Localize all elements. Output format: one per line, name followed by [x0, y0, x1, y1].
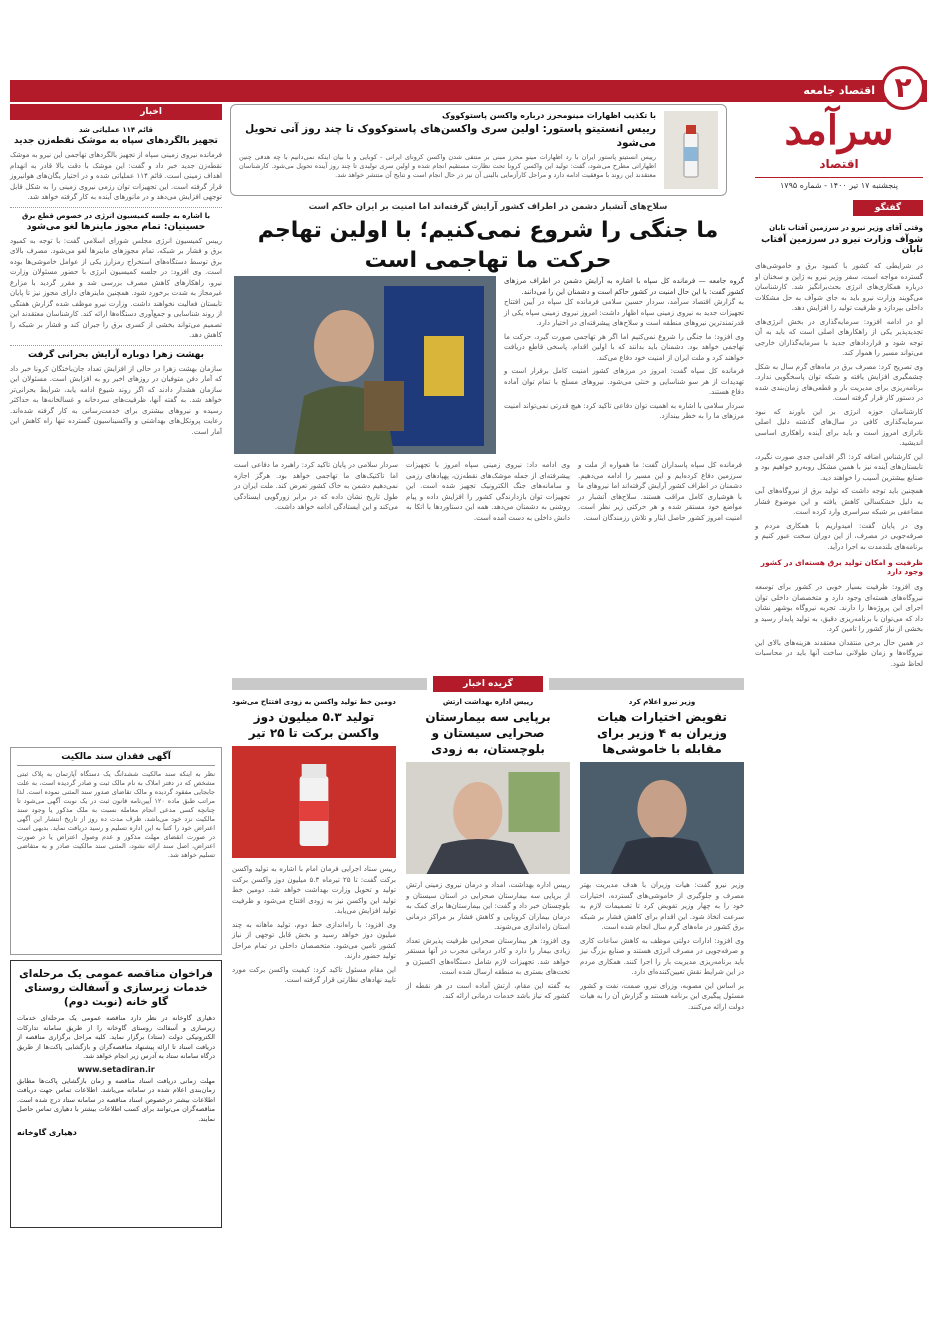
- notice-text: نظر به اینکه سند مالکیت ششدانگ یک دستگاه آپارتمان به پلاک ثبتی مشخص که در دفتر املاک به نام مالک ثبت و صادر گردیده است، به علت جابجایی مفقود گردیده و مالک تقاضای صدور سند المثنی نموده است. لذا مراتب طبق ماده ۱۲۰ آیین‌نامه قانون ثبت در یک نوبت آگهی می‌شود تا چنانچه کسی مدعی انجام معامله نسبت به ملک مذکور یا وجود سند مالکیت نزد خود می‌باشد، ظرف مدت ده روز از تاریخ انتشار این آگهی اعتراض خود را کتباً به این اداره تسلیم و رسید دریافت نماید. بدیهی است در صورت انقضای مهلت مذکور و عدم وصول اعتراض یا در صورت اعتراض، اصل سند ارائه نشود، المثنی سند مالکیت صادر و به متقاضی تسلیم خواهد شد.: [17, 770, 215, 859]
- interview-headline: شوآف وزارت نیرو در سرزمین آفتاب تابان: [761, 235, 923, 255]
- sidebar-story2-text: رییس کمیسیون انرژی مجلس شورای اسلامی گفت: با توجه به کمبود برق و فشار بر شبکه، تمام مجوزهای ماینرها لغو می‌شود. مصرف بالای برق توسط دستگاه‌های استخراج رمزارز یکی از عوامل خاموشی‌ها بوده است. وی افزود: در جلسه کمیسیون انرژی با حضور مسئولان وزارت نیرو، راهکارهای کاهش مصرف بررسی شد و مقرر گردید با مزارع غیرمجاز به شدت برخورد شود. همچنین ماینرهای دارای مجوز نیز تا پایان تابستان فعالیت نخواهند داشت. وزارت نیرو موظف شده گزارش هفتگی از روند شناسایی و جمع‌آوری دستگاه‌ها ارائه کند. کارشناسان معتقدند این تصمیم می‌تواند بخشی از کسری برق را جبران کند و فشار بر شبکه را کاهش دهد.: [10, 236, 222, 339]
- lead-text: به گزارش اقتصاد سرآمد، سردار حسین سلامی فرمانده کل سپاه در آیین افتتاح تجهیزات جدید به نیروی زمینی سپاه اظهار داشت: امروز نیروی زمینی سپاه یکی از قدرتمندترین نیروهای منطقه است و سلاح‌های پیشرفته‌ای در اختیار دارد. وی افزود: ما جنگی را شروع نمی‌کنیم اما اگر هر تهاجمی صورت گیرد، حرکت ما تهاجمی خواهد بود. دشمنان باید بدانند که با اولین اقدام، پاسخی قاطع دریافت خواهند کرد و ملت ایران از امنیت خود دفاع می‌کند. فرمانده کل سپاه گفت: امروز در مرزهای کشور امنیت کامل برقرار است و تهدیدات از هر سو شناسایی و خنثی می‌شود. نیروهای مسلح با تمام توان آماده دفاع هستند. سردار سلامی با اشاره به اهمیت توان دفاعی تاکید کرد: هیچ قدرتی نمی‌تواند امنیت مرزهای ما را به خطر بیندازد.: [504, 298, 744, 420]
- interview-kicker: وقتی آقای وزیر نیرو در سرزمین آفتاب تابان: [769, 224, 923, 232]
- top-story-kicker: با تکذیب اظهارات مینومحرز درباره واکسن پاستوکووک: [442, 111, 656, 120]
- interview-column: [755, 200, 923, 1218]
- commander-photo: [234, 276, 496, 454]
- selected-news-label: گزیده اخبار: [433, 676, 543, 692]
- interview-text: در شرایطی که کشور با کمبود برق و خاموشی‌های گسترده مواجه است، سفر وزیر نیرو به ژاپن و سخنان او درباره همکاری‌های انرژی بحث‌برانگیز شد. کارشناسان می‌گویند وزارت نیرو باید به جای شوآف به حل مشکلات داخلی بپردازد و ظرفیت تولید را افزایش دهد. او در ادامه افزود: سرمایه‌گذاری در بخش انرژی‌های تجدیدپذیر یکی از راهکارهای اصلی است که باید به آن توجه شود و قراردادهای جدید با سرمایه‌گذاران خارجی می‌تواند مسیر را هموار کند. وی تصریح کرد: مصرف برق در ماه‌های گرم سال به شکل چشمگیری افزایش یافته و شبکه توان پاسخگویی ندارد. برنامه‌ریزی برای مدیریت بار و قطعی‌های زمان‌بندی شده در دستور کار قرار گرفته است. کارشناسان حوزه انرژی بر این باورند که نبود سرمایه‌گذاری کافی در سال‌های گذشته دلیل اصلی ناترازی امروز است و باید برای آینده راهکاری اساسی اندیشید. این کارشناس اضافه کرد: اگر اقدامی جدی صورت نگیرد، تابستان‌های آینده نیز با همین مشکل روبه‌رو خواهیم بود و صنایع بیشترین آسیب را خواهند دید. همچنین باید توجه داشت که تولید برق از نیروگاه‌های آبی به دلیل خشکسالی کاهش یافته و این موضوع فشار مضاعفی بر شبکه سراسری وارد کرده است. وی در پایان گفت: امیدواریم با همکاری مردم و صرفه‌جویی در مصرف، از این دوران سخت عبور کنیم و برنامه‌های بلندمدت به اجرا درآید.: [755, 262, 923, 551]
- lead-col-1: فرمانده کل سپاه پاسداران گفت: ما همواره از ملت و سرزمین دفاع کرده‌ایم و این مسیر را ادامه می‌دهیم. دشمنان در اطراف کشور آرایش گرفته‌اند اما نیروهای ما با هوشیاری کامل مراقب هستند. سلاح‌های آتشبار در مواضع خود مستقر شده و هر حرکتی زیر نظر است. امنیت امروز کشور حاصل ایثار و تلاش رزمندگان است.: [578, 461, 742, 522]
- notice-title: آگهی فقدان سند مالکیت: [17, 752, 215, 766]
- top-story-headline: رییس انستیتو پاستور: اولین سری واکسن‌های پاستوکووک تا چند روز آتی تحویل می‌شود: [245, 123, 656, 149]
- interview-question: ظرفیت و امکان تولید برق هسته‌ای در کشور وجود دارد: [760, 558, 923, 576]
- sidebar-story3-headline: بهشت زهرا دوباره آرایش بحرانی گرفت: [28, 349, 204, 360]
- selected-col3-text: رییس ستاد اجرایی فرمان امام با اشاره به تولید واکسن برکت گفت: تا ۲۵ تیرماه ۵.۳ میلیون دوز واکسن برکت تولید و تحویل وزارت بهداشت خواهد شد. دومین خط تولید این واکسن نیز به زودی افتتاح می‌شود و ظرفیت تولید افزایش می‌یابد. وی افزود: با راه‌اندازی خط دوم، تولید ماهانه به چند میلیون دوز خواهد رسید و بخش قابل توجهی از نیاز کشور تامین می‌شود. متخصصان داخلی در تمام مراحل تولید حضور دارند. این مقام مسئول تاکید کرد: کیفیت واکسن برکت مورد تایید نهادهای نظارتی قرار گرفته است.: [232, 865, 396, 984]
- selected-col3-headline: تولید ۵.۳ میلیون دوز واکسن برکت تا ۲۵ تیر: [248, 710, 380, 740]
- lead-story: [232, 202, 744, 670]
- tender-site[interactable]: www.setadiran.ir: [77, 1064, 155, 1074]
- sidebar-story2-headline: حسینیان: تمام مجوز ماینرها لغو می‌شود: [26, 221, 206, 232]
- selected-col1-text: وزیر نیرو گفت: هیات وزیران با هدف مدیریت بهتر مصرف و جلوگیری از خاموشی‌های گسترده، اختیارات خود را به چهار وزیر تفویض کرد تا تصمیمات لازم به سرعت اتخاذ شود. این اقدام برای کاهش فشار بر شبکه برق کشور در ماه‌های گرم سال انجام شده است. وی افزود: ادارات دولتی موظف به کاهش ساعات کاری و صرفه‌جویی در مصرف انرژی هستند و صنایع بزرگ نیز باید برنامه‌ریزی مدیریت بار را اجرا کنند. همکاری مردم در این شرایط نقش تعیین‌کننده‌ای دارد. بر اساس این مصوبه، وزرای نیرو، صمت، نفت و کشور مسئول پیگیری این برنامه هستند و گزارش آن را به هیات دولت ارائه می‌کنند.: [580, 881, 744, 1011]
- lead-headline: ما جنگی را شروع نمی‌کنیم؛ با اولین تهاجم حرکت ما تهاجمی است: [257, 218, 719, 273]
- selected-col1-headline: تفویض اختیارات هیات وزیران به ۴ وزیر برای مقابله با خاموشی‌ها: [597, 710, 727, 756]
- interview-text-2: وی افزود: ظرفیت بسیار خوبی در کشور برای توسعه نیروگاه‌های هسته‌ای وجود دارد و متخصصان داخلی توان اجرای این پروژه‌ها را دارند. تجربه نیروگاه بوشهر نشان داد که می‌توان با برنامه‌ریزی دقیق، به تولید پایدار رسید و بخشی از نیاز کشور را تامین کرد. در همین حال برخی منتقدان معتقدند هزینه‌های بالای این نیروگاه‌ها و زمان طولانی ساخت آنها باید در محاسبات لحاظ شود.: [755, 583, 923, 668]
- selected-col2-kicker: رییس اداره بهداشت ارتش: [442, 698, 534, 706]
- tender-footer: دهیاری گاوخانه: [17, 1128, 77, 1137]
- selected-col2-text: رییس اداره بهداشت، امداد و درمان نیروی زمینی ارتش از برپایی سه بیمارستان صحرایی در استان سیستان و بلوچستان خبر داد و گفت: این بیمارستان‌ها برای کمک به درمان بیماران کرونایی و کاهش فشار بر مراکز درمانی استان راه‌اندازی می‌شوند. وی افزود: هر بیمارستان صحرایی ظرفیت پذیرش تعداد زیادی بیمار را دارد و کادر درمانی مجرب در آنها مستقر خواهد شد. تجهیزات لازم شامل دستگاه‌های اکسیژن و تخت‌های بستری به منطقه ارسال شده است. به گفته این مقام، ارتش آماده است در هر نقطه از کشور که نیاز باشد خدمات درمانی ارائه کند.: [406, 881, 570, 1000]
- selected-news: [232, 676, 744, 1232]
- vaccine-photo: [664, 111, 718, 189]
- section-bar: [10, 80, 927, 102]
- top-story: [230, 104, 727, 196]
- minister-photo: [580, 762, 744, 874]
- sidebar-label: اخبار: [10, 104, 222, 120]
- sidebar-story3-text: سازمان بهشت زهرا در حالی از افزایش تعداد جان‌باختگان کرونا خبر داد که آمار دفن متوفیان در روزهای اخیر رو به افزایش است. مسئولان این سازمان هشدار دادند که اگر روند شیوع ادامه یابد، شرایط بحرانی‌تر خواهد شد. به گفته آنها، ظرفیت‌های سردخانه و غسالخانه‌ها به حداکثر رسیده و نیروهای بیشتری برای خدمت‌رسانی به کار گرفته شده‌اند. رعایت پروتکل‌های بهداشتی و واکسیناسیون گسترده تنها راه کاهش این آمار است.: [10, 364, 222, 436]
- logo-sub: اقتصاد: [819, 157, 859, 171]
- sidebar-story2-kicker: با اشاره به جلسه کمیسیون انرژی در خصوص قطع برق: [22, 211, 210, 220]
- sidebar-story1-text: فرمانده نیروی زمینی سپاه از تجهیز بالگردهای تهاجمی این نیرو به موشک نقطه‌زن جدید خبر داد و گفت: این موشک با دقت بالا قادر به انهدام اهداف زمینی است. قائم ۱۱۴ عملیاتی شده و در اختیار یگان‌های هوانیروز قرار گرفته است. این تجهیزات توان رزمی نیروی زمینی را به شکل قابل توجهی افزایش می‌دهد و در مانورهای آینده به کار گرفته خواهد شد.: [10, 151, 222, 201]
- tender-text: دهیاری گاوخانه در نظر دارد مناقصه عمومی یک مرحله‌ای خدمات زیرسازی و آسفالت روستای گاوخانه را از طریق سامانه تدارکات الکترونیکی دولت (ستاد) برگزار نماید. کلیه مراحل برگزاری مناقصه از دریافت اسناد تا ارائه پیشنهاد مناقصه‌گران و بازگشایی پاکت‌ها از طریق درگاه سامانه ستاد به آدرس زیر انجام خواهد شد.: [17, 1014, 215, 1060]
- sidebar-story1-kicker: قائم ۱۱۴ عملیاتی شد: [79, 126, 153, 134]
- top-story-body: رییس انستیتو پاستور ایران با رد اظهارات مینو محرز مبنی بر منتفی شدن واکسن کرونای ایرانی - کوبایی و با بیان اینکه نمی‌دانیم با چه هدفی چنین اظهاراتی مطرح می‌شود، گفت: تولید این واکسن کرونا تحت نظارت مستقیم انجام شده و اولین سری تولیدی تا چند روز آینده تحویل می‌شود. کارشناسان معتقدند این روند با موفقیت ادامه دارد و مراحل کارآزمایی بالینی آن نیز در حال انجام است و نتایج آن منتشر خواهد شد.: [239, 153, 656, 179]
- selected-col-1: [580, 698, 744, 1015]
- masthead: [755, 105, 923, 195]
- selected-col-3: [232, 698, 396, 1015]
- issue-date: پنجشنبه ۱۷ تیر ۱۴۰۰ - شماره ۱۷۹۵: [755, 177, 923, 190]
- notice-box: [10, 747, 222, 955]
- lead-kicker: سلاح‌های آتشبار دشمن در اطراف کشور آرایش گرفته‌اند اما امنیت بر ایران حاکم است: [308, 202, 668, 212]
- logo: سرآمد: [784, 107, 894, 154]
- news-sidebar: [10, 104, 222, 742]
- section-label: اقتصاد جامعه: [803, 84, 875, 97]
- selected-col1-kicker: وزیر نیرو اعلام کرد: [628, 698, 696, 706]
- health-official-photo: [406, 762, 570, 874]
- page-number: ۲: [881, 66, 925, 110]
- tender-box: [10, 960, 222, 1228]
- interview-label: گفتگو: [853, 200, 923, 216]
- lead-col-2: وی ادامه داد: نیروی زمینی سپاه امروز با تجهیزات پیشرفته‌ای از جمله موشک‌های نقطه‌زن، پهپادهای رزمی و سامانه‌های جنگ الکترونیک تجهیز شده است. این تجهیزات توان بازدارندگی کشور را افزایش داده و پیام روشنی به دشمنان می‌دهد. همه این دستاوردها با اتکا به دانش داخلی به دست آمده است.: [406, 461, 570, 522]
- lead-col-3: سردار سلامی در پایان تاکید کرد: راهبرد ما دفاعی است اما تاکتیک‌های ما تهاجمی خواهد بود. هرگز اجازه نمی‌دهیم دشمن به خاک کشور تعرض کند. ملت ایران در طول تاریخ نشان داده که در برابر زورگویی ایستادگی می‌کند و این ایستادگی ادامه خواهد داشت.: [234, 461, 398, 511]
- selected-col3-kicker: دومین خط تولید واکسن به زودی افتتاح می‌شود: [232, 698, 396, 706]
- tender-text-2: مهلت زمانی دریافت اسناد مناقصه و زمان بازگشایی پاکت‌ها مطابق زمان‌بندی اعلام شده در سامانه می‌باشد. اطلاعات تماس جهت دریافت اطلاعات بیشتر درخصوص اسناد مناقصه در سامانه ستاد درج شده است. مناقصه‌گران می‌توانند برای کسب اطلاعات بیشتر با دهیاری تماس حاصل نمایند.: [17, 1076, 215, 1123]
- tender-headline: فراخوان مناقصه عمومی یک مرحله‌ای خدمات زیرسازی و آسفالت روستای گاو خانه (نوبت دوم): [19, 968, 213, 1008]
- selected-col-2: [406, 698, 570, 1015]
- vaccine-vial-photo: [232, 746, 396, 858]
- selected-col2-headline: برپایی سه بیمارستان صحرایی سیستان و بلوچستان، به زودی: [425, 710, 551, 756]
- lead-byline: گروه جامعه — فرمانده کل سپاه با اشاره به آرایش دشمن در اطراف مرزهای کشور گفت: با این حال امنیت در کشور حاکم است و دشمنان این را می‌دانند.: [504, 277, 744, 296]
- sidebar-story1-headline: تجهیز بالگردهای سپاه به موشک نقطه‌زن جدید: [14, 136, 218, 146]
